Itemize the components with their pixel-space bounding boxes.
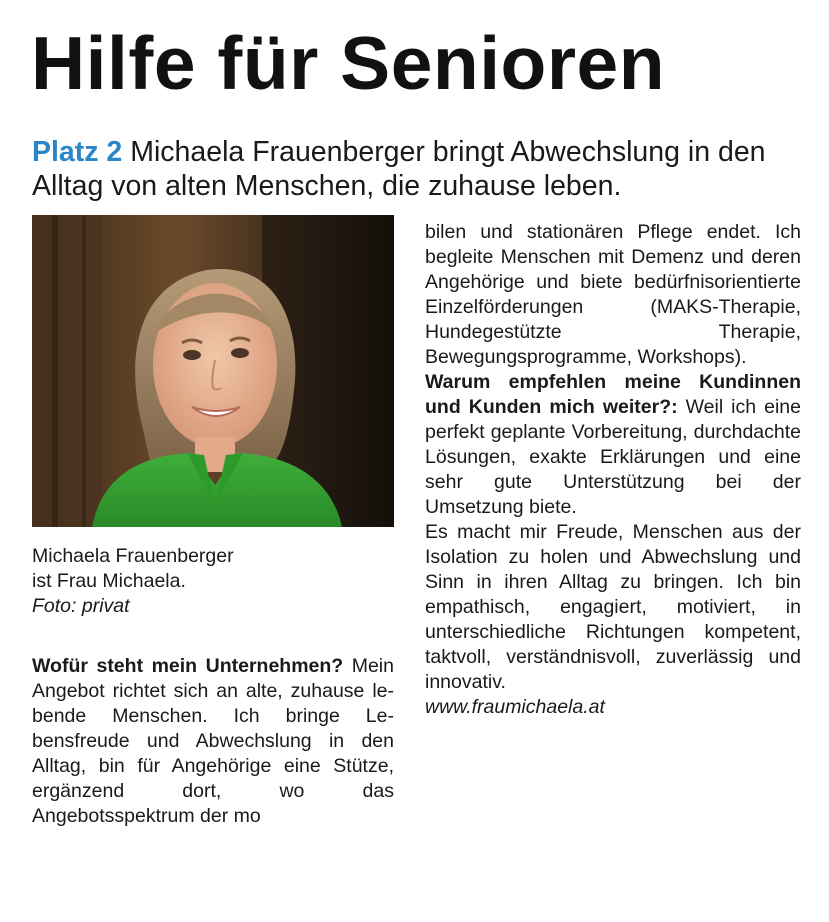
caption-description: ist Frau Michaela. xyxy=(32,570,186,592)
subheadline xyxy=(32,135,812,203)
body-column-right xyxy=(425,220,801,720)
paragraph-unternehmen xyxy=(32,654,394,829)
question-empfehlung: Warum empfehlen meine Kundinnen und Kunden mich weiter?: xyxy=(425,371,801,418)
paragraph-empfehlung xyxy=(425,370,801,520)
headline: Hilfe für Senioren xyxy=(31,21,666,105)
portrait-photo xyxy=(32,215,394,527)
photo-caption xyxy=(32,544,392,619)
answer-empfehlung: Weil ich eine perfekt geplante Vorbereitung, durchdachte Lösungen, exakte Erklärungen und eine sehr gute Unterstützung bei der Umsetzung biete. xyxy=(425,396,801,518)
paragraph-freude: Es macht mir Freude, Menschen aus der Isolation zu holen und Abwechslung und Sinn in ihren Alltag zu bringen. Ich bin empathisch, engagiert, motiviert, in unterschiedliche Richtungen kompetent, taktvoll, verständnisvoll, zuverlässig und innovativ. xyxy=(425,521,801,693)
answer-unternehmen-part2: bilen und stationären Pflege endet. Ich begleite Menschen mit Demenz und deren Angehörige und biete bedürfnisorientierte Einzelförderungen (MAKS-Therapie, Hundegestützte Therapie, Bewegungsprogramme, Workshops). xyxy=(425,221,801,368)
subhead-lead: Platz 2 xyxy=(32,136,123,168)
body-column-left xyxy=(32,654,394,829)
question-unternehmen: Wofür steht mein Unternehmen? xyxy=(32,655,344,677)
subhead-text: Michaela Frauenberger bringt Abwechslung in den Alltag von alten Menschen, die zuhause leben. xyxy=(32,136,766,202)
photo-credit: Foto: privat xyxy=(32,595,130,617)
portrait-illustration xyxy=(32,215,394,527)
answer-unternehmen-part1: Mein Angebot richtet sich an alte, zuhause lebende Menschen. Ich bringe Lebensfreude und Abwechslung in den Alltag, bin für Angehörige eine Stütze, ergänzend dort, wo das Angebotsspektrum der mo xyxy=(32,655,394,827)
caption-name: Michaela Frauenberger xyxy=(32,545,234,567)
website-link[interactable]: www.fraumichaela.at xyxy=(425,696,605,718)
